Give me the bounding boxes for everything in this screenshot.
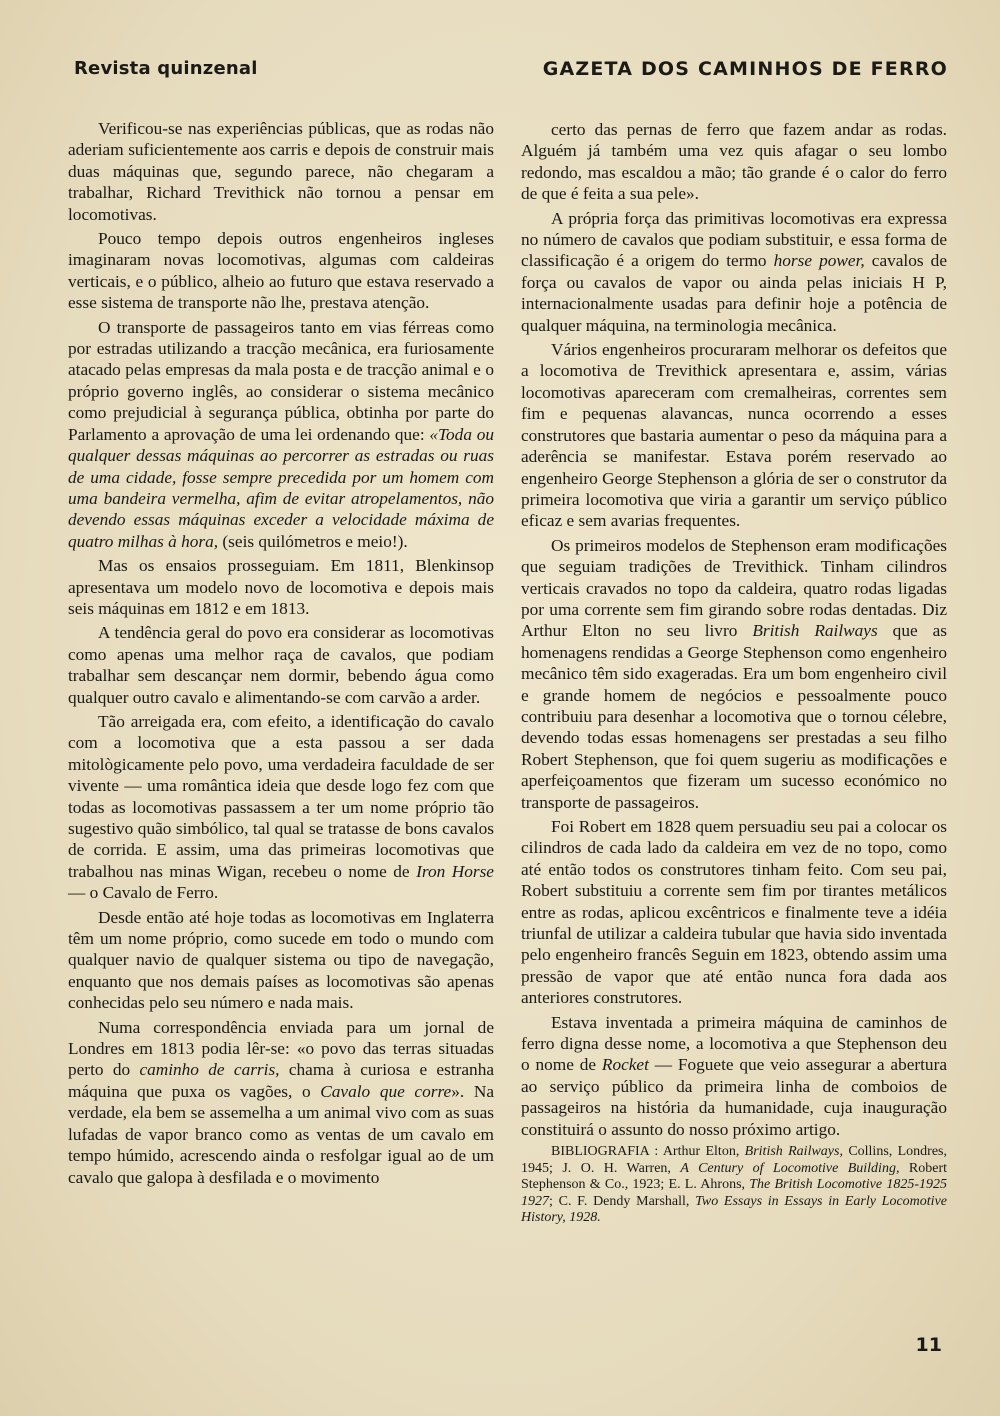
article-paragraph: Vários engenheiros procuraram melhorar os defeitos que a locomotiva de Trevithick apresentara e, assim, várias locomotivas apareceram com cremalheiras, correntes sem fim e pequenas alavancas, nunca ocorrendo a esses construtores que bastaria aumentar o peso da máquina para a aderência se manifestar. Estava porém reservado ao engenheiro George Stephenson a glória de ser o construtor da primeira locomotiva que viria a garantir um serviço público eficaz e sem avarias frequentes. (521, 340, 947, 531)
italic-text: Two Essays in Essays in Early Locomotive History, 1928. (521, 1193, 947, 1226)
article-paragraph: Desde então até hoje todas as locomotivas em Inglaterra têm um nome próprio, como sucede em todo o mundo com qualquer navio de qualquer sistema ou tipo de navegação, enquanto que nos demais países as locomotivas são apenas conhecidas pelo seu número e nada mais. (68, 907, 494, 1013)
article-paragraph: O transporte de passageiros tanto em vias férreas como por estradas utilizando a tracção mecânica, era furiosamente atacado pelas empresas da mala posta e de tracção animal e o próprio governo inglês, ao considerar o sistema mecânico como prejudicial à segurança pública, obtinha por parte do Parlamento a aprovação de uma lei ordenando que: «Toda ou qualquer dessas máquinas ao percorrer as estradas ou ruas de uma cidade, fosse sempre precedida por um homem com uma bandeira vermelha, afim de evitar atropelamentos, não devendo essas máquinas exceder a velocidade máxima de quatro milhas à hora, (seis quilómetros e meio!). (68, 317, 494, 551)
italic-text: British Railways (752, 621, 878, 641)
italic-text: «Toda ou qualquer dessas máquinas ao percorrer as estradas ou ruas de uma cidade, fosse sempre precedida por um homem com uma bandeira vermelha, afim de evitar atropelamentos, não devendo essas máquinas exceder a velocidade máxima de quatro milhas à hora, (68, 424, 494, 551)
article-paragraph: Pouco tempo depois outros engenheiros ingleses imaginaram novas locomotivas, algumas com caldeiras verticais, e o público, alheio ao futuro que estava reservado a esse sistema de transporte não lhe, prestava atenção. (68, 229, 494, 313)
article-paragraph: Numa correspondência enviada para um jornal de Londres em 1813 podia lêr-se: «o povo das terras situadas perto do caminho de carris, chama à curiosa e estranha máquina que puxa os vagões, o Cavalo que corre». Na verdade, ela bem se assemelha a um animal vivo com as suas lufadas de vapor branco como as ventas de um cavalo em tempo húmido, acrescendo ainda o resfolgar igual ao de um cavalo que galopa à desfilada e o movimento (68, 1017, 495, 1187)
article-paragraph: Verificou-se nas experiências públicas, que as rodas não aderiam suficientemente aos carris e depois de construir mais duas máquinas que, segundo parece, não chegaram a trabalhar, Richard Trevithick não tornou a pensar em locomotivas. (68, 119, 494, 224)
article-paragraph: Os primeiros modelos de Stephenson eram modificações que seguiam tradições de Trevithick. Tinham cilindros verticais cravados no topo da caldeira, quatro rodas ligadas por uma corrente sem fim girando sobre rodas dentadas. Diz Arthur Elton no seu livro British Railways que as homenagens rendidas a George Stephenson como engenheiro mecânico têm sido exageradas. Era um bom engenheiro civil e grande homem de negócios e pessoalmente pouco contribuiu para desenhar a locomotiva que o tornou célebre, devendo todas essas homenagens ser prestadas a seu filho Robert Stephenson, que foi quem sugeriu as modificações e aperfeiçoamentos que fizeram um sucesso económico no transporte de passageiros. (521, 535, 947, 812)
italic-text: A Century of Locomotive Building, (680, 1160, 900, 1176)
italic-text: The British Locomotive 1825-1925 1927 (521, 1177, 947, 1209)
italic-text: Iron Horse (416, 861, 494, 881)
publication-title: GAZETA DOS CAMINHOS DE FERRO (542, 58, 948, 80)
bibliography: BIBLIOGRAFIA : Arthur Elton, British Railways, Collins, Londres, 1945; J. O. H. Warren, A Century of Locomotive Building, Robert Stephenson & Co., 1923; E. L. Ahrons, The British Locomotive 1825-1925 1927; C. F. Dendy Marshall, Two Essays in Essays in Early Locomotive History, 1928. (521, 1144, 947, 1226)
italic-text: British Railways, (744, 1144, 843, 1160)
page-number: 11 (915, 1334, 942, 1356)
italic-text: Cavalo que corre (320, 1081, 452, 1101)
article-paragraph: A própria força das primitivas locomotivas era expressa no número de cavalos que podiam substituir, e essa forma de classificação é a origem do termo horse power, cavalos de força ou cavalos de vapor ou ainda pelas iniciais H P, internacionalmente usadas para definir hoje a potência de qualquer máquina, na terminologia mecânica. (521, 208, 947, 335)
article-paragraph: Tão arreigada era, com efeito, a identificação do cavalo com a locomotiva que a esta passou a ser dada mitològicamente pelo povo, uma verdadeira faculdade de ser vivente — uma romântica ideia que desde logo fez com que todas as locomotivas passassem a ter um nome próprio tão sugestivo quão simbólico, tal qual se tratasse de bons cavalos de corrida. E assim, uma das primeiras locomotivas que trabalhou nas minas Wigan, recebeu o nome de Iron Horse — o Cavalo de Ferro. (68, 711, 494, 903)
page-header (74, 58, 948, 88)
publication-frequency: Revista quinzenal (74, 58, 258, 79)
article-paragraph: Mas os ensaios prosseguiam. Em 1811, Blenkinsop apresentava um modelo novo de locomotiva e depois mais seis máquinas em 1812 e em 1813. (68, 556, 494, 618)
article-paragraph: Estava inventada a primeira máquina de caminhos de ferro digna desse nome, a locomotiva a que Stephenson deu o nome de Rocket — Foguete que veio assegurar a abertura ao serviço público da primeira linha de comboios de passageiros na história da humanidade, cuja inauguração constituirá o assunto do nosso próximo artigo. (521, 1012, 947, 1139)
article-column-left (68, 118, 494, 1191)
italic-text: horse power, (773, 251, 865, 271)
article-column-right (521, 119, 947, 1230)
article-paragraph: A tendência geral do povo era considerar as locomotivas como apenas uma melhor raça de cavalos, que podiam trabalhar sem descançar nem dormir, bebendo água como qualquer outro cavalo e alimentando-se com carvão a arder. (68, 623, 494, 707)
italic-text: caminho de carris, (139, 1060, 280, 1080)
article-paragraph: certo das pernas de ferro que fazem andar as rodas. Alguém já também uma vez quis afagar o seu lombo redondo, mas escaldou a mão; tão grande é o calor do ferro de que é feita a sua pele». (521, 120, 947, 204)
article-paragraph: Foi Robert em 1828 quem persuadiu seu pai a colocar os cilindros de cada lado da caldeira em vez de no topo, como até então todos os construtores tinham feito. Com seu pai, Robert substituiu a corrente sem fim por tirantes metálicos entre as rodas, aplicou excêntricos e finalmente teve a idéia triunfal de utilizar a caldeira tubular que havia sido inventada pelo engenheiro francês Seguin em 1823, obtendo assim uma pressão de vapor que até então nunca fora dada aos anteriores construtores. (521, 817, 947, 1008)
italic-text: Rocket (601, 1055, 649, 1075)
